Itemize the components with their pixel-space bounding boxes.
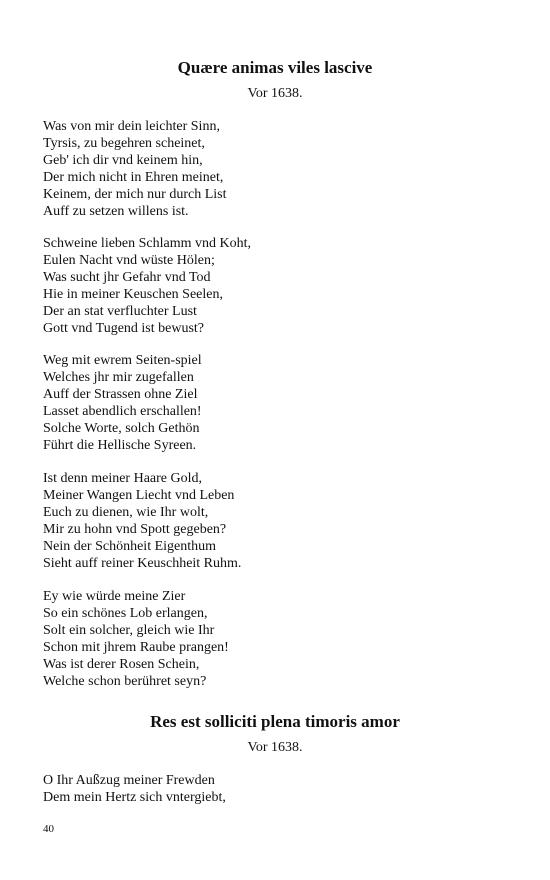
- poem-line: O Ihr Außzug meiner Frewden: [43, 773, 215, 788]
- poem-line: Schweine lieben Schlamm vnd Koht,: [43, 236, 252, 251]
- poem-line: Was von mir dein leichter Sinn,: [43, 119, 220, 134]
- poem-line: Der mich nicht in Ehren meinet,: [43, 170, 224, 185]
- poem-line: Sieht auff reiner Keuschheit Ruhm.: [43, 556, 242, 571]
- poem-line: Auff der Strassen ohne Ziel: [43, 387, 198, 402]
- poem-line: Geb' ich dir vnd keinem hin,: [43, 153, 203, 168]
- poem-line: Welches jhr mir zugefallen: [43, 370, 194, 385]
- poem-line: Führt die Hellische Syreen.: [43, 438, 197, 453]
- poem-line: Nein der Schönheit Eigenthum: [43, 539, 217, 554]
- poem-title: Quære animas viles lascive: [177, 58, 373, 77]
- poem-line: Eulen Nacht vnd wüste Hölen;: [43, 253, 215, 268]
- poem-line: Schon mit jhrem Raube prangen!: [43, 640, 229, 655]
- poem-line: Ist denn meiner Haare Gold,: [43, 471, 202, 486]
- poem-line: Meiner Wangen Liecht vnd Leben: [43, 488, 235, 503]
- poem-line: Keinem, der mich nur durch List: [43, 187, 227, 202]
- poem-line: Mir zu hohn vnd Spott gegeben?: [43, 522, 227, 537]
- poem-line: Weg mit ewrem Seiten-spiel: [43, 353, 202, 368]
- poem-line: Solt ein solcher, gleich wie Ihr: [43, 623, 215, 638]
- stanza: [43, 235, 523, 337]
- poem-line: Euch zu dienen, wie Ihr wolt,: [43, 505, 209, 520]
- poem-line: Gott vnd Tugend ist bewust?: [43, 321, 205, 336]
- poem-line: Hie in meiner Keuschen Seelen,: [43, 287, 223, 302]
- poem-date: Vor 1638.: [247, 740, 303, 755]
- stanza: [43, 772, 523, 806]
- poem-title: Res est solliciti plena timoris amor: [150, 712, 400, 731]
- poem-date: Vor 1638.: [247, 86, 303, 101]
- poem-line: Was ist derer Rosen Schein,: [43, 657, 200, 672]
- stanza: [43, 118, 523, 220]
- poem-line: Lasset abendlich erschallen!: [43, 404, 202, 419]
- poem-line: So ein schönes Lob erlangen,: [43, 606, 208, 621]
- poem-line: Solche Worte, solch Gethön: [43, 421, 200, 436]
- stanza: [43, 352, 523, 454]
- poem-line: Der an stat verfluchter Lust: [43, 304, 197, 319]
- poem-line: Was sucht jhr Gefahr vnd Tod: [43, 270, 211, 285]
- stanza: [43, 470, 523, 572]
- poem-line: Welche schon berühret seyn?: [43, 674, 207, 689]
- page-number: 40: [43, 823, 54, 835]
- poem-line: Ey wie würde meine Zier: [43, 589, 186, 604]
- poem-line: Tyrsis, zu begehren scheinet,: [43, 136, 205, 151]
- poem-line: Dem mein Hertz sich vntergiebt,: [43, 790, 226, 805]
- stanza: [43, 588, 523, 690]
- poem-line: Auff zu setzen willens ist.: [43, 204, 189, 219]
